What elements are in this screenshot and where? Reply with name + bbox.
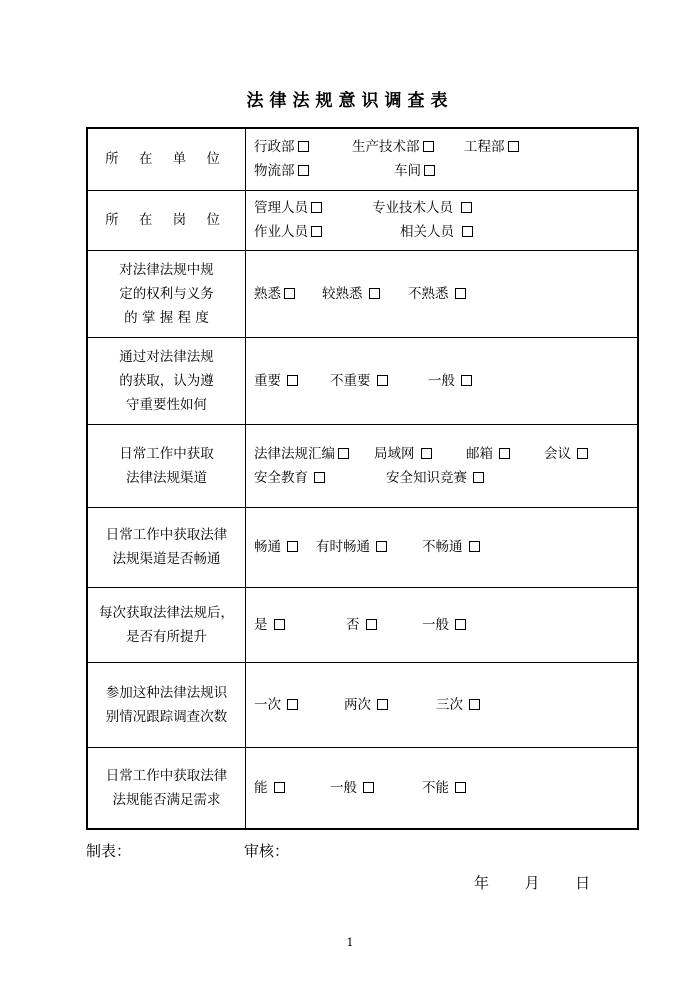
checkbox-icon[interactable] bbox=[508, 141, 519, 152]
option-checkbox[interactable]: 畅通 bbox=[254, 535, 316, 559]
option-checkbox[interactable]: 一般 bbox=[422, 613, 466, 637]
page-title: 法律法规意识调查表 bbox=[246, 91, 454, 111]
option-checkbox[interactable]: 生产技术部 bbox=[352, 135, 464, 159]
survey-table bbox=[86, 127, 639, 830]
row-label: 对法律法规中规 定的权利与义务 的 掌 握 程 度 bbox=[87, 250, 246, 337]
checkbox-icon[interactable] bbox=[298, 165, 309, 176]
option-checkbox[interactable]: 一般 bbox=[330, 776, 422, 800]
option-checkbox[interactable]: 管理人员 bbox=[254, 196, 372, 220]
checkbox-icon[interactable] bbox=[421, 448, 432, 459]
option-checkbox[interactable]: 不重要 bbox=[330, 369, 428, 393]
option-checkbox[interactable]: 相关人员 bbox=[400, 220, 473, 244]
table-row bbox=[87, 128, 638, 190]
row-label: 日常工作中获取法律 法规渠道是否畅通 bbox=[87, 507, 246, 587]
option-checkbox[interactable]: 较熟悉 bbox=[322, 282, 408, 306]
option-checkbox[interactable]: 熟悉 bbox=[254, 282, 322, 306]
table-row bbox=[87, 507, 638, 587]
option-checkbox[interactable]: 三次 bbox=[436, 693, 480, 717]
options-cell bbox=[246, 337, 639, 424]
option-checkbox[interactable]: 能 bbox=[254, 776, 330, 800]
option-checkbox[interactable]: 安全知识竞赛 bbox=[386, 466, 484, 490]
checkbox-icon[interactable] bbox=[287, 699, 298, 710]
option-checkbox[interactable]: 行政部 bbox=[254, 135, 352, 159]
option-checkbox[interactable]: 车间 bbox=[394, 159, 435, 183]
table-row bbox=[87, 424, 638, 507]
option-checkbox[interactable]: 专业技术人员 bbox=[372, 196, 472, 220]
option-checkbox[interactable]: 一般 bbox=[428, 369, 472, 393]
options-cell bbox=[246, 507, 639, 587]
year-label: 年 bbox=[474, 874, 490, 892]
checkbox-icon[interactable] bbox=[376, 541, 387, 552]
table-row bbox=[87, 190, 638, 250]
option-checkbox[interactable]: 物流部 bbox=[254, 159, 394, 183]
row-label: 每次获取法律法规后， 是否有所提升 bbox=[87, 587, 246, 662]
checkbox-icon[interactable] bbox=[455, 782, 466, 793]
checkbox-icon[interactable] bbox=[274, 782, 285, 793]
checkbox-icon[interactable] bbox=[461, 375, 472, 386]
options-cell bbox=[246, 587, 639, 662]
date-line bbox=[474, 872, 590, 893]
checkbox-icon[interactable] bbox=[311, 202, 322, 213]
checkbox-icon[interactable] bbox=[284, 288, 295, 299]
options-cell bbox=[246, 128, 639, 190]
checkbox-icon[interactable] bbox=[377, 699, 388, 710]
checkbox-icon[interactable] bbox=[314, 472, 325, 483]
table-row bbox=[87, 587, 638, 662]
checkbox-icon[interactable] bbox=[499, 448, 510, 459]
row-label: 通过对法律法规 的获取，认为遵 守重要性如何 bbox=[87, 337, 246, 424]
checkbox-icon[interactable] bbox=[363, 782, 374, 793]
row-label: 所 在 单 位 bbox=[87, 128, 246, 190]
checkbox-icon[interactable] bbox=[287, 541, 298, 552]
options-cell bbox=[246, 662, 639, 747]
checkbox-icon[interactable] bbox=[461, 202, 472, 213]
checkbox-icon[interactable] bbox=[424, 165, 435, 176]
row-label: 日常工作中获取法律 法规能否满足需求 bbox=[87, 747, 246, 829]
checkbox-icon[interactable] bbox=[469, 699, 480, 710]
options-cell bbox=[246, 747, 639, 829]
options-cell bbox=[246, 424, 639, 507]
table-row bbox=[87, 662, 638, 747]
table-row bbox=[87, 337, 638, 424]
checkbox-icon[interactable] bbox=[274, 619, 285, 630]
checkbox-icon[interactable] bbox=[455, 288, 466, 299]
option-checkbox[interactable]: 邮箱 bbox=[466, 442, 544, 466]
option-checkbox[interactable]: 局域网 bbox=[374, 442, 466, 466]
checkbox-icon[interactable] bbox=[423, 141, 434, 152]
checkbox-icon[interactable] bbox=[577, 448, 588, 459]
checkbox-icon[interactable] bbox=[377, 375, 388, 386]
checkbox-icon[interactable] bbox=[366, 619, 377, 630]
option-checkbox[interactable]: 两次 bbox=[344, 693, 436, 717]
checkbox-icon[interactable] bbox=[287, 375, 298, 386]
checkbox-icon[interactable] bbox=[462, 226, 473, 237]
option-checkbox[interactable]: 工程部 bbox=[464, 135, 519, 159]
option-checkbox[interactable]: 一次 bbox=[254, 693, 344, 717]
option-checkbox[interactable]: 不畅通 bbox=[422, 535, 480, 559]
checkbox-icon[interactable] bbox=[369, 288, 380, 299]
options-cell bbox=[246, 190, 639, 250]
option-checkbox[interactable]: 重要 bbox=[254, 369, 330, 393]
month-label: 月 bbox=[524, 874, 540, 892]
checkbox-icon[interactable] bbox=[455, 619, 466, 630]
checkbox-icon[interactable] bbox=[298, 141, 309, 152]
option-checkbox[interactable]: 不熟悉 bbox=[408, 282, 466, 306]
row-label: 日常工作中获取 法律法规渠道 bbox=[87, 424, 246, 507]
checkbox-icon[interactable] bbox=[469, 541, 480, 552]
option-checkbox[interactable]: 不能 bbox=[422, 776, 466, 800]
option-checkbox[interactable]: 作业人员 bbox=[254, 220, 400, 244]
row-label: 所 在 岗 位 bbox=[87, 190, 246, 250]
option-checkbox[interactable]: 有时畅通 bbox=[316, 535, 422, 559]
option-checkbox[interactable]: 法律法规汇编 bbox=[254, 442, 374, 466]
option-checkbox[interactable]: 是 bbox=[254, 613, 346, 637]
option-checkbox[interactable]: 安全教育 bbox=[254, 466, 386, 490]
prepared-by-label: 制表： bbox=[86, 842, 132, 860]
reviewed-by-label: 审核： bbox=[244, 842, 290, 860]
row-label: 参加这种法律法规识 别情况跟踪调查次数 bbox=[87, 662, 246, 747]
option-checkbox[interactable]: 会议 bbox=[544, 442, 588, 466]
options-cell bbox=[246, 250, 639, 337]
checkbox-icon[interactable] bbox=[338, 448, 349, 459]
page-number: 1 bbox=[346, 936, 354, 949]
checkbox-icon[interactable] bbox=[473, 472, 484, 483]
option-checkbox[interactable]: 否 bbox=[346, 613, 422, 637]
table-row bbox=[87, 250, 638, 337]
checkbox-icon[interactable] bbox=[311, 226, 322, 237]
day-label: 日 bbox=[575, 874, 591, 892]
table-row bbox=[87, 747, 638, 829]
